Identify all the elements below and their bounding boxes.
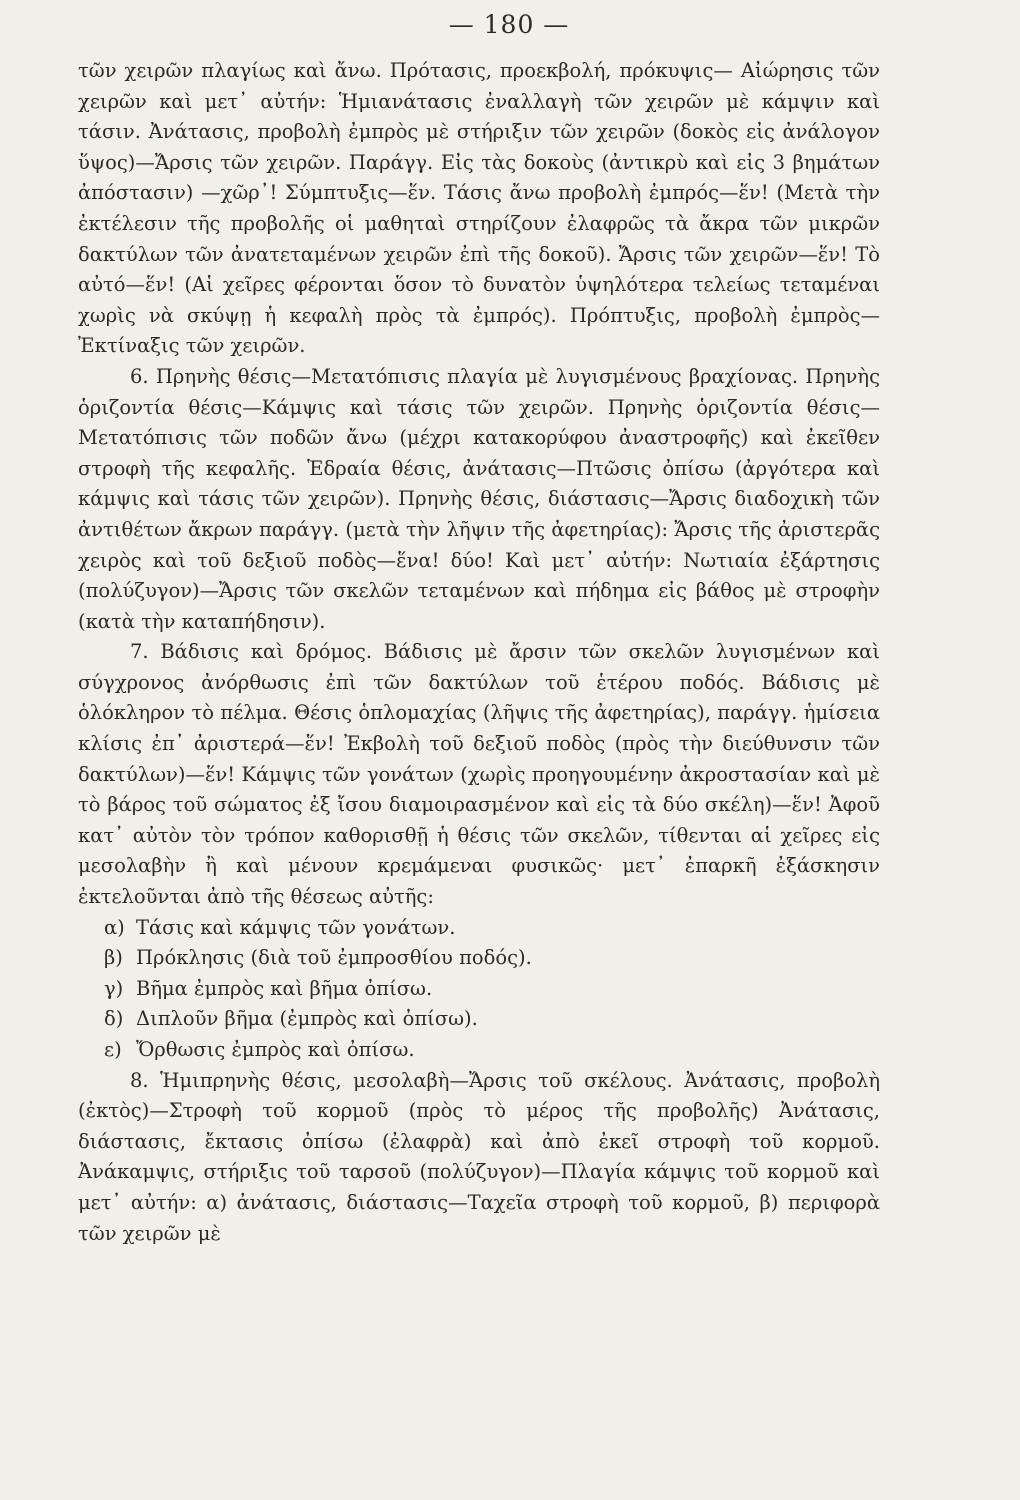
list-item-text: Διπλοῦν βῆμα (ἐμπρὸς καὶ ὀπίσω). xyxy=(136,1007,478,1031)
list-item-label: α) xyxy=(104,915,125,939)
list-item-text: Τάσις καὶ κάμψις τῶν γονάτων. xyxy=(136,915,456,939)
list-item xyxy=(78,1004,880,1035)
list-item xyxy=(78,974,880,1005)
list-item-label: ε) xyxy=(104,1038,122,1061)
page-body xyxy=(78,56,880,1249)
list-item-text: Πρόκλησις (διὰ τοῦ ἐμπροσθίου ποδός). xyxy=(136,946,532,970)
list-item xyxy=(78,913,880,944)
list-item-label: β) xyxy=(104,946,123,970)
paragraph-section-6: 6. Πρηνὴς θέσις—Μετατόπισις πλαγία μὲ λυγισμένους βραχίονας. Πρηνὴς ὁριζοντία θέσις—Κάμψις καὶ τάσις τῶν χειρῶν. Πρηνὴς ὁριζοντία θέσις—Μετατόπισις τῶν ποδῶν ἄνω (μέχρι κατακορύφου ἀναστροφῆς) καὶ ἐκεῖθεν στροφὴ τῆς κεφαλῆς. Ἑδραία θέσις, ἀνάτασις—Πτῶσις ὀπίσω (ἀργότερα καὶ κάμψις καὶ τάσις τῶν χειρῶν). Πρηνὴς θέσις, διάστασις—Ἄρσις διαδοχικὴ τῶν ἀντιθέτων ἄκρων παράγγ. (μετὰ τὴν λῆψιν τῆς ἀφετηρίας): Ἄρσις τῆς ἀριστερᾶς χειρὸς καὶ τοῦ δεξιοῦ ποδὸς—ἕνα! δύο! Καὶ μετ᾽ αὐτήν: Νωτιαία ἐξάρτησις (πολύζυγον)—Ἄρσις τῶν σκελῶν τεταμένων καὶ πήδημα εἰς βάθος μὲ στροφὴν (κατὰ τὴν καταπήδησιν). xyxy=(78,364,880,633)
list-item-label: δ) xyxy=(104,1007,124,1031)
paragraph-section-8: 8. Ἡμιπρηνὴς θέσις, μεσολαβὴ—Ἄρσις τοῦ σκέλους. Ἀνάτασις, προβολὴ (ἐκτὸς)—Στροφὴ τοῦ κορμοῦ (πρὸς τὸ μέρος τῆς προβολῆς) Ἀνάτασις, διάστασις, ἔκτασις ὀπίσω (ἐλαφρὰ) καὶ ἀπὸ ἐκεῖ στροφὴ τοῦ κορμοῦ. Ἀνάκαμψις, στήριξις τοῦ ταρσοῦ (πολύζυγον)—Πλαγία κάμψις τοῦ κορμοῦ καὶ μετ᾽ αὐτήν: α) ἀνάτασις, διάστασις—Ταχεῖα στροφὴ τοῦ κορμοῦ, β) περιφορὰ τῶν χειρῶν μὲ xyxy=(78,1068,880,1245)
list-item-text: Βῆμα ἐμπρὸς καὶ βῆμα ὀπίσω. xyxy=(136,976,433,1000)
paragraph-section-7: 7. Βάδισις καὶ δρόμος. Βάδισις μὲ ἄρσιν τῶν σκελῶν λυγισμένων καὶ σύγχρονος ἀνόρθωσις ἐπὶ τῶν δακτύλων τοῦ ἑτέρου ποδός. Βάδισις μὲ ὁλόκληρον τὸ πέλμα. Θέσις ὁπλομαχίας (λῆψις τῆς ἀφετηρίας), παράγγ. ἡμίσεια κλίσις ἐπ᾽ ἀριστερά—ἕν! Ἐκβολὴ τοῦ δεξιοῦ ποδὸς (πρὸς τὴν διεύθυνσιν τῶν δακτύλων)—ἕν! Κάμψις τῶν γονάτων (χωρὶς προηγουμένην ἀκροστασίαν καὶ μὲ τὸ βάρος τοῦ σώματος ἐξ ἴσου διαμοιρασμένον καὶ εἰς τὰ δύο σκέλη)—ἕν! Ἀφοῦ κατ᾽ αὐτὸν τὸν τρόπον καθορισθῇ ἡ θέσις τῶν σκελῶν, τίθενται αἱ χεῖρες εἰς μεσολαβὴν ἢ καὶ μένουν κρεμάμεναι φυσικῶς· μετ᾽ ἐπαρκῆ ἐξάσκησιν ἐκτελοῦνται ἀπὸ τῆς θέσεως αὐτῆς: xyxy=(78,640,880,909)
list-item xyxy=(78,943,880,974)
paragraph-continuation: τῶν χειρῶν πλαγίως καὶ ἄνω. Πρότασις, προεκβολή, πρόκυψις— Αἰώρησις τῶν χειρῶν καὶ μετ᾽ αὐτήν: Ἡμιανάτασις ἐναλλαγὴ τῶν χειρῶν μὲ κάμψιν καὶ τάσιν. Ἀνάτασις, προβολὴ ἐμπρὸς μὲ στήριξιν τῶν χειρῶν (δοκὸς εἰς ἀνάλογον ὕψος)—Ἄρσις τῶν χειρῶν. Παράγγ. Εἰς τὰς δοκοὺς (ἀντικρὺ καὶ εἰς 3 βημάτων ἀπόστασιν) —χῶρ᾽! Σύμπτυξις—ἕν. Τάσις ἄνω προβολὴ ἐμπρός—ἕν! (Μετὰ τὴν ἐκτέλεσιν τῆς προβολῆς οἱ μαθηταὶ στηρίζουν ἐλαφρῶς τὰ ἄκρα τῶν μικρῶν δακτύλων τῶν ἀνατεταμένων χειρῶν ἐπὶ τῆς δοκοῦ). Ἄρσις τῶν χειρῶν—ἕν! Τὸ αὐτό—ἕν! (Αἱ χεῖρες φέρονται ὅσον τὸ δυνατὸν ὑψηλότερα τελείως τεταμέναι χωρὶς νὰ σκύψῃ ἡ κεφαλὴ πρὸς τὰ ἐμπρός). Πρόπτυξις, προβολὴ ἐμπρὸς—Ἐκτίναξις τῶν χειρῶν. xyxy=(78,59,880,358)
list-item-text: Ὄρθωσις ἐμπρὸς καὶ ὀπίσω. xyxy=(136,1038,415,1061)
page-number: — 180 — xyxy=(448,10,570,39)
exercise-list xyxy=(78,913,880,1066)
list-item xyxy=(78,1035,880,1066)
list-item-label: γ) xyxy=(104,976,124,1000)
